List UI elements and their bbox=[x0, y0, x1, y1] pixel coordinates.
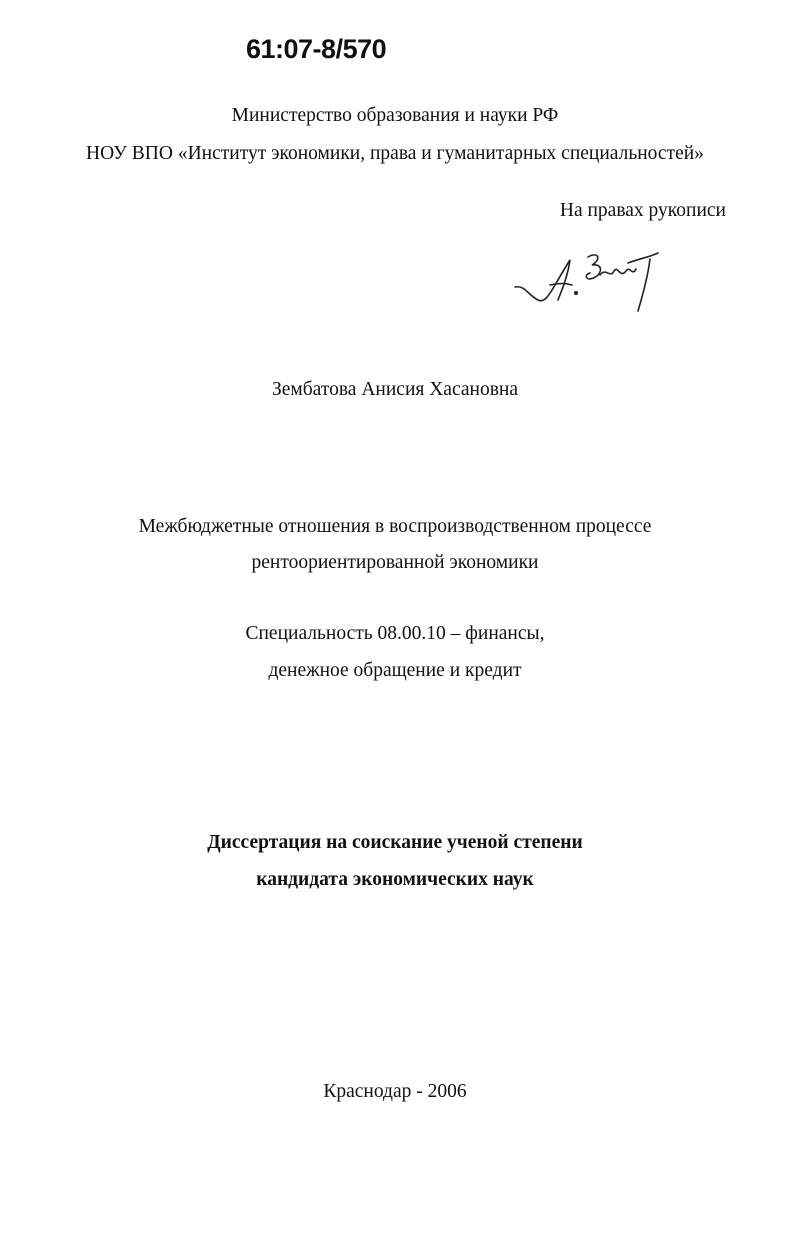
archive-stamp-number: 61:07-8/570 bbox=[246, 34, 387, 64]
title-line-1: Межбюджетные отношения в воспроизводственном процессе bbox=[138, 516, 652, 537]
handwritten-signature bbox=[510, 245, 680, 325]
manuscript-note: На правах рукописи bbox=[559, 200, 726, 221]
degree-line-2: кандидата экономических наук bbox=[256, 869, 534, 890]
institute-heading: НОУ ВПО «Институт экономики, права и гуманитарных специальностей» bbox=[86, 143, 704, 164]
specialty-line-2: денежное обращение и кредит bbox=[268, 660, 522, 681]
place-year: Краснодар - 2006 bbox=[323, 1081, 467, 1102]
title-line-2: рентоориентированной экономики bbox=[251, 552, 539, 573]
specialty-line-1: Специальность 08.00.10 – финансы, bbox=[245, 623, 545, 644]
degree-line-1: Диссертация на соискание ученой степени bbox=[207, 832, 583, 853]
ministry-heading: Министерство образования и науки РФ bbox=[231, 105, 559, 126]
author-name: Зембатова Анисия Хасановна bbox=[272, 379, 518, 400]
